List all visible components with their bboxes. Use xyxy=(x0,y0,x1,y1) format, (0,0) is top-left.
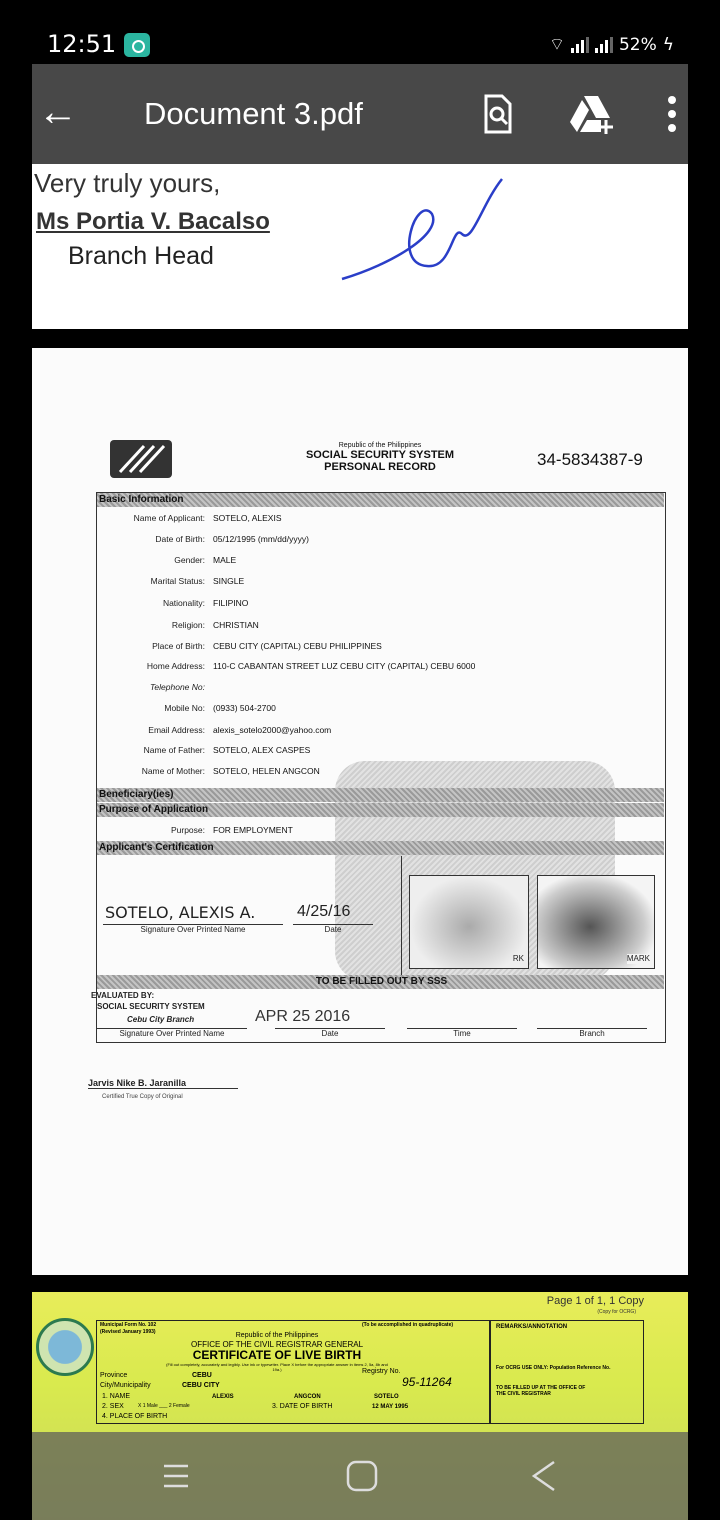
city-label: City/Municipality xyxy=(100,1382,151,1389)
purpose-label: Purpose: xyxy=(170,825,205,835)
middle-name: ANGCON xyxy=(294,1394,321,1400)
field-value: SOTELO, HELEN ANGCON xyxy=(213,766,320,776)
charging-icon: ϟ xyxy=(662,34,674,55)
certified-note: Certified True Copy of Original xyxy=(102,1094,183,1100)
field-value: 110-C CABANTAN STREET LUZ CEBU CITY (CAPITAL) CEBU 6000 xyxy=(213,661,476,671)
registry-number: 95-11264 xyxy=(402,1375,452,1389)
time-caption: Time xyxy=(407,1028,517,1039)
right-thumbmark-box xyxy=(537,875,655,969)
back-nav-icon[interactable] xyxy=(526,1458,562,1494)
registry-label: Registry No. xyxy=(362,1368,401,1375)
blue-signature xyxy=(332,174,512,284)
form-revised: (Revised January 1993) xyxy=(100,1329,156,1335)
field-label: Home Address: xyxy=(146,661,205,671)
pdf-page-2 xyxy=(32,348,688,1275)
form-number: Municipal Form No. 102 xyxy=(100,1322,157,1328)
sss-logo xyxy=(110,440,172,478)
certifier-name: Jarvis Nike B. Jaranilla xyxy=(88,1078,238,1089)
purpose-value: FOR EMPLOYMENT xyxy=(213,825,293,835)
last-name: SOTELO xyxy=(374,1394,399,1400)
dob-value: 12 MAY 1995 xyxy=(372,1404,409,1410)
field-value: alexis_sotelo2000@yahoo.com xyxy=(213,725,332,735)
field-label: Name of Father: xyxy=(143,745,205,755)
psa-seal xyxy=(36,1318,94,1376)
cert-title: CERTIFICATE OF LIVE BIRTH xyxy=(192,1348,362,1362)
recent-apps-icon[interactable] xyxy=(158,1458,194,1494)
sex-value: X 1 Male ___ 2 Female xyxy=(138,1403,190,1409)
field-value: CEBU CITY (CAPITAL) CEBU PHILIPPINES xyxy=(213,641,382,651)
section-beneficiary: Beneficiary(ies) xyxy=(97,788,664,802)
civil-registrar-note: TO BE FILLED UP AT THE OFFICE OF THE CIVIL REGISTRAR xyxy=(496,1385,586,1397)
evaluator-stamp: SOCIAL SECURITY SYSTEM xyxy=(97,1002,205,1011)
signal-icon xyxy=(571,37,589,53)
field-label: Marital Status: xyxy=(150,576,205,586)
sss-date-caption: Date xyxy=(275,1028,385,1039)
more-vert-icon xyxy=(662,92,682,136)
add-to-drive-button[interactable] xyxy=(568,92,618,136)
province-value: CEBU xyxy=(192,1372,212,1379)
home-icon[interactable] xyxy=(344,1458,380,1494)
evaluator-branch: Cebu City Branch xyxy=(127,1015,195,1024)
sex-label: 2. SEX xyxy=(102,1403,124,1410)
province-label: Province xyxy=(100,1372,128,1379)
field-label: Name of Mother: xyxy=(141,766,205,776)
evaluator-sig-caption: Signature Over Printed Name xyxy=(97,1028,247,1039)
signatory-title: Branch Head xyxy=(68,242,214,270)
pdf-toolbar xyxy=(32,64,688,164)
field-value: SOTELO, ALEX CASPES xyxy=(213,745,311,755)
signatory-name: Ms Portia V. Bacalso xyxy=(36,208,270,235)
applicant-signature: SOTELO, ALEXIS A. xyxy=(105,903,256,922)
wifi-icon: ⌔ xyxy=(549,35,565,55)
cert-office: OFFICE OF THE CIVIL REGISTRAR GENERAL xyxy=(190,1340,364,1349)
notification-app-icon xyxy=(124,33,150,57)
drive-add-icon xyxy=(568,92,618,136)
back-arrow-icon[interactable]: ← xyxy=(38,90,78,134)
status-bar xyxy=(0,0,720,64)
ss-number: 34-5834387-9 xyxy=(537,450,643,469)
city-value: CEBU CITY xyxy=(182,1382,220,1389)
status-time: 12:51 xyxy=(47,30,117,58)
personal-record-form xyxy=(91,492,666,1043)
name-label: 1. NAME xyxy=(102,1393,131,1400)
section-purpose: Purpose of Application xyxy=(97,803,664,817)
section-sss-only: TO BE FILLED OUT BY SSS xyxy=(97,975,664,989)
copy-for: (Copy for OCRG) xyxy=(597,1309,636,1315)
more-options-button[interactable] xyxy=(662,92,682,136)
signature-caption: Signature Over Printed Name xyxy=(103,924,283,935)
field-label: Place of Birth: xyxy=(152,641,205,651)
cert-instructions: (Fill out completely, accurately and legibly. Use ink or typewriter. Place X before the appropriate answer in items 2, 5a, 8b and 19a.) xyxy=(166,1362,388,1372)
search-document-button[interactable] xyxy=(478,92,518,136)
field-value: CHRISTIAN xyxy=(213,620,259,630)
field-value: 05/12/1995 (mm/dd/yyyy) xyxy=(213,534,309,544)
field-value: SOTELO, ALEXIS xyxy=(213,513,282,523)
field-label: Date of Birth: xyxy=(155,534,205,544)
field-label: Nationality: xyxy=(162,598,205,608)
section-certification: Applicant's Certification xyxy=(97,841,664,855)
cert-republic: Republic of the Philippines xyxy=(235,1332,319,1339)
header-personal-record: PERSONAL RECORD xyxy=(324,461,436,473)
battery-level: 52% xyxy=(618,34,657,55)
field-label: Name of Applicant: xyxy=(133,513,205,523)
evaluated-by-label: EVALUATED BY: xyxy=(91,991,155,1000)
date-caption: Date xyxy=(293,924,373,935)
field-label: Telephone No: xyxy=(150,682,205,692)
closing-text: Very truly yours, xyxy=(34,168,221,198)
field-label: Email Address: xyxy=(148,725,205,735)
document-title: Document 3.pdf xyxy=(144,96,363,131)
field-label: Religion: xyxy=(171,620,205,630)
branch-caption: Branch xyxy=(537,1028,647,1039)
thumbmark-label: RK xyxy=(512,954,524,963)
signal-icon-2 xyxy=(595,37,613,53)
stamp-date: APR 25 2016 xyxy=(255,1008,351,1025)
navigation-bar xyxy=(32,1432,688,1520)
field-value: (0933) 504-2700 xyxy=(213,703,276,713)
first-name: ALEXIS xyxy=(212,1394,234,1400)
dob-label: 3. DATE OF BIRTH xyxy=(272,1403,333,1410)
applicant-date: 4/25/16 xyxy=(297,903,351,920)
left-thumbmark-box xyxy=(409,875,529,969)
accomplish-note: (To be accomplished in quadruplicate) xyxy=(362,1322,454,1328)
field-value: FILIPINO xyxy=(213,598,249,608)
field-label: Gender: xyxy=(174,555,205,565)
page-info: Page 1 of 1, 1 Copy xyxy=(546,1295,644,1307)
ocrg-note: For OCRG USE ONLY: Population Reference No. xyxy=(496,1365,611,1371)
pob-label: 4. PLACE OF BIRTH xyxy=(102,1413,168,1420)
section-basic-info: Basic Information xyxy=(97,493,664,507)
field-value: SINGLE xyxy=(213,576,245,586)
header-republic: Republic of the Philippines xyxy=(338,442,422,449)
header-sss: SOCIAL SECURITY SYSTEM xyxy=(305,449,455,461)
field-value: MALE xyxy=(213,555,237,565)
find-in-page-icon xyxy=(478,92,518,136)
thumbmark-label: MARK xyxy=(626,954,650,963)
remarks-label: REMARKS/ANNOTATION xyxy=(496,1324,568,1330)
field-label: Mobile No: xyxy=(164,703,205,713)
